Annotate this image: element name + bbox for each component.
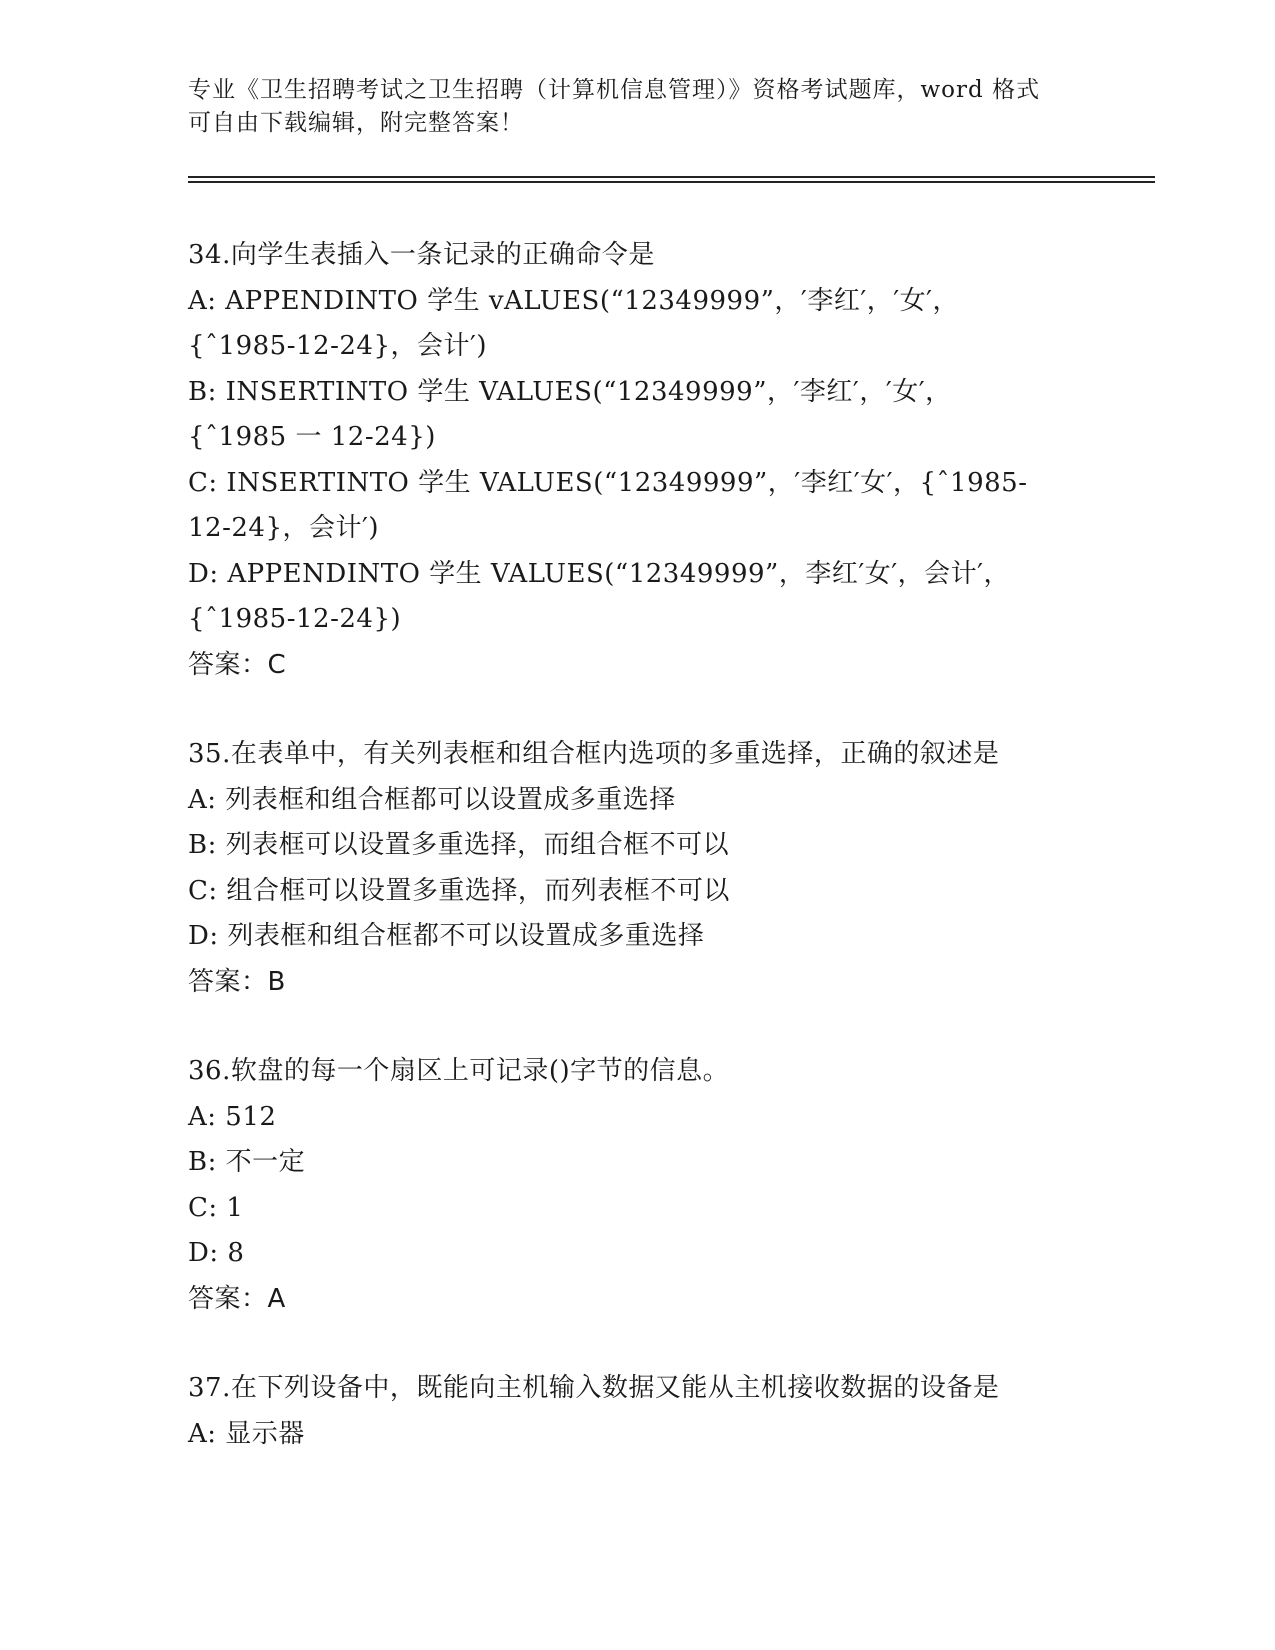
question-35-option-b: B: 列表框可以设置多重选择，而组合框不可以 (188, 830, 730, 860)
document-header (188, 74, 1088, 140)
header-divider-bottom (188, 181, 1155, 183)
question-37 (188, 1366, 1128, 1457)
question-37-stem: 37.在下列设备中，既能向主机输入数据又能从主机接收数据的设备是 (188, 1373, 1000, 1403)
question-35-answer: 答案：B (188, 966, 286, 997)
question-spacer (188, 1005, 1128, 1049)
question-34 (188, 233, 1128, 688)
question-spacer (188, 1322, 1128, 1366)
header-divider-top (188, 176, 1155, 178)
question-34-option-c: C: INSERTINTO 学生 VALUES(“12349999”，′李红′女′，{ˆ1985- (188, 467, 1028, 498)
question-37-option-a: A: 显示器 (188, 1418, 305, 1449)
header-line-1: 专业《卫生招聘考试之卫生招聘（计算机信息管理）》资格考试题库，word 格式 (188, 77, 1041, 103)
question-36-stem: 36.软盘的每一个扇区上可记录()字节的信息。 (188, 1056, 730, 1086)
question-34-option-a: A: APPENDINTO 学生 vALUES(“12349999”，′李红′，′女′， (188, 285, 960, 316)
question-34-option-b-cont: {ˆ1985 一 12-24}) (188, 422, 436, 452)
question-35-option-a: A: 列表框和组合框都可以设置成多重选择 (188, 784, 676, 815)
question-36 (188, 1049, 1128, 1322)
question-34-stem: 34.向学生表插入一条记录的正确命令是 (188, 240, 655, 270)
question-34-option-a-cont: {ˆ1985-12-24}，会计′) (188, 331, 488, 361)
question-36-option-a: A: 512 (188, 1101, 277, 1132)
question-34-option-b: B: INSERTINTO 学生 VALUES(“12349999”，′李红′，′女′， (188, 376, 952, 407)
question-35 (188, 732, 1128, 1005)
question-34-option-d-cont: {ˆ1985-12-24}) (188, 604, 402, 634)
question-36-option-c: C: 1 (188, 1192, 244, 1223)
question-34-answer: 答案：C (188, 649, 287, 680)
header-line-2: 可自由下载编辑，附完整答案！ (188, 110, 524, 136)
question-36-option-b: B: 不一定 (188, 1147, 306, 1177)
question-spacer (188, 688, 1128, 732)
question-35-option-c: C: 组合框可以设置多重选择，而列表框不可以 (188, 875, 730, 906)
question-35-stem: 35.在表单中，有关列表框和组合框内选项的多重选择，正确的叙述是 (188, 739, 1000, 769)
question-36-option-d: D: 8 (188, 1238, 245, 1268)
question-36-answer: 答案：A (188, 1283, 286, 1314)
question-35-option-d: D: 列表框和组合框都不可以设置成多重选择 (188, 921, 705, 951)
question-34-option-c-cont: 12-24}，会计′) (188, 513, 380, 543)
question-list (188, 233, 1128, 1457)
question-34-option-d: D: APPENDINTO 学生 VALUES(“12349999”，李红′女′，会计′， (188, 558, 1011, 589)
